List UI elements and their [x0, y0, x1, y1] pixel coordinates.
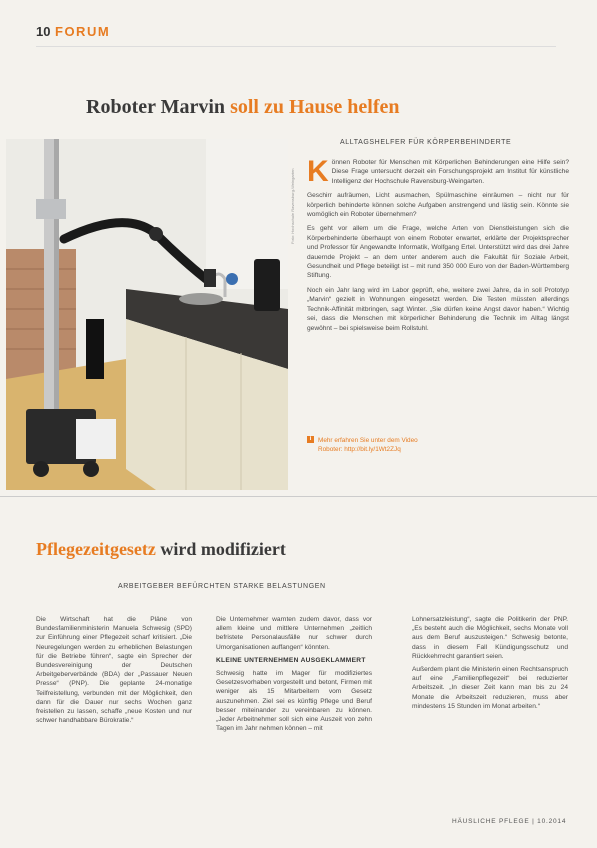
article1-kicker: ALLTAGSHELFER FÜR KÖRPERBEHINDERTE: [340, 139, 512, 146]
article1-paragraph: Können Roboter für Menschen mit Körperlichen Behinderungen eine Hilfe sein? Diese Frage untersucht derzeit ein Forschungsprojekt am Institut für künstliche Intelligenz der Hochschule Ravensburg-Weingarten.: [307, 155, 569, 188]
article2-paragraph: Außerdem plant die Ministerin einen Rechtsanspruch auf eine „Familienpflegezeit“ bei reduzierter Arbeitszeit. „In dieser Zeit kann man bis zu 24 Monate die Arbeitszeit reduzieren, muss aber mindestens 15 Stunden im Monat arbeiten.“: [412, 666, 568, 710]
article1-paragraph: Geschirr aufräumen, Licht ausmachen, Spülmaschine einräumen – nicht nur für körperlich behinderte können solche Aufgaben anstrengend und lästig sein. Könnte sie womöglich ein Roboter übernehmen?: [307, 192, 569, 219]
robot-kitchen-photo: [6, 139, 288, 490]
footer-journal: HÄUSLICHE PFLEGE | 10.2014: [452, 818, 567, 825]
photo-credit: Foto: Hochschule Ravensburg-Weingarten: [290, 168, 295, 244]
article2-subhead: KLEINE UNTERNEHMEN AUSGEKLAMMERT: [216, 656, 366, 664]
article2-title: [36, 539, 286, 560]
article2-paragraph: Lohnersatzleistung“, sagte die Politikerin der PNP. „Es besteht auch die Möglichkeit, sechs Monate voll aus dem Beruf auszusteigen.“ Schwesig betonte, dass in diesem Fall Kündigungsschutz und Rückkehrrecht garantiert seien.: [412, 616, 568, 660]
article1-title-part2: soll zu Hause helfen: [230, 96, 400, 118]
article2-title-part2: wird modifiziert: [160, 539, 286, 559]
article2-column-1: [36, 615, 192, 729]
article2-paragraph: Die Unternehmer warnten zudem davor, dass vor allem kleine und mittlere Unternehmen „zeitlich befristete Personalausfälle nur schwer durch Umorganisationen auffangen“ könnten.: [216, 616, 372, 651]
article2-paragraph: Schwesig hatte im Mager für modifiziertes Gesetzesvorhaben vorgestellt und betont, Firmen mit weniger als 15 Mitarbeitern vom Gesetz auszunehmen. Ziel sei es künftig Pflege und Beruf besser miteinander zu vereinbaren zu können. „Jeder Arbeitnehmer soll sich eine Auszeit von zehn Tagen im Jahr nehmen können – mit: [216, 670, 372, 733]
article-divider: [0, 496, 597, 497]
article1-title: [86, 96, 400, 119]
article2-column-3: [412, 615, 568, 715]
header-divider: [36, 46, 556, 47]
article1-paragraph: Es geht vor allem um die Frage, welche Arten von Dienstleistungen sich die Körperbehinderte überhaupt von einem Roboter erwartet, erklärte der Projektsprecher und Professor für Angewandte Informatik, Wolfgang Ertel. Unterstützt wird das drei Jahre dauernde Projekt – an dem unter anderem auch die Fakultät für Soziale Arbeit, Gesundheit und Pflege beteiligt ist – mit rund 350 000 Euro von der Baden-Württemberg Stiftung.: [307, 225, 569, 280]
article1-body: [307, 155, 569, 338]
article2-column-2: [216, 615, 372, 737]
article2-kicker: ARBEITGEBER BEFÜRCHTEN STARKE BELASTUNGEN: [118, 583, 326, 590]
page-number: 10: [36, 24, 51, 39]
article1-paragraph: Noch ein Jahr lang wird im Labor geprüft, ehe, weitere zwei Jahre, da in soll Prototyp „Marvin“ gezielt in Wohnungen eingesetzt werden. Die Testen müssten allerdings Technik-Affinität mitbringen, sagt Winter. „Sie dürfen keine Angst davor haben.“ Wichtig sei, dass die Menschen mit körperlicher Behinderung die Technik im Alltag längst gewöhnt – bei spielsweise beim Rollstuhl.: [307, 286, 569, 332]
article1-video-note: [307, 436, 569, 454]
note-line2[interactable]: Roboter: http://bit.ly/1Wt2ZJq: [318, 446, 401, 453]
info-icon: i: [307, 436, 314, 443]
article1-title-part1: Roboter Marvin: [86, 96, 231, 118]
robot-kitchen-illustration: [6, 139, 288, 490]
dropcap: K: [307, 155, 329, 188]
note-line1: Mehr erfahren Sie unter dem Video: [318, 437, 418, 444]
article2-title-part1: Pflegezeitgesetz: [36, 539, 161, 559]
article2-paragraph: Die Wirtschaft hat die Pläne von Bundesfamilienministerin Manuela Schwesig (SPD) zur Einführung einer Pflegezeit scharf kritisiert. „Die Neuregelungen werden zu erheblichen Belastungen für die Betriebe führen“, sagte ein Sprecher der Bundesvereinigung der Deutschen Arbeitgeberverbände (BDA) der „Passauer Neuen Presse“ (PNP). Die geplante 24-monatige Teilfreistellung, verbunden mit der Möglichkeit, den dann für die Dauer nur sechs Wochen ganz freistellen zu lassen, schaffe „neue Kosten und nur schwer handhabbare Bürokratie.“: [36, 616, 192, 725]
section-label: FORUM: [55, 24, 111, 39]
